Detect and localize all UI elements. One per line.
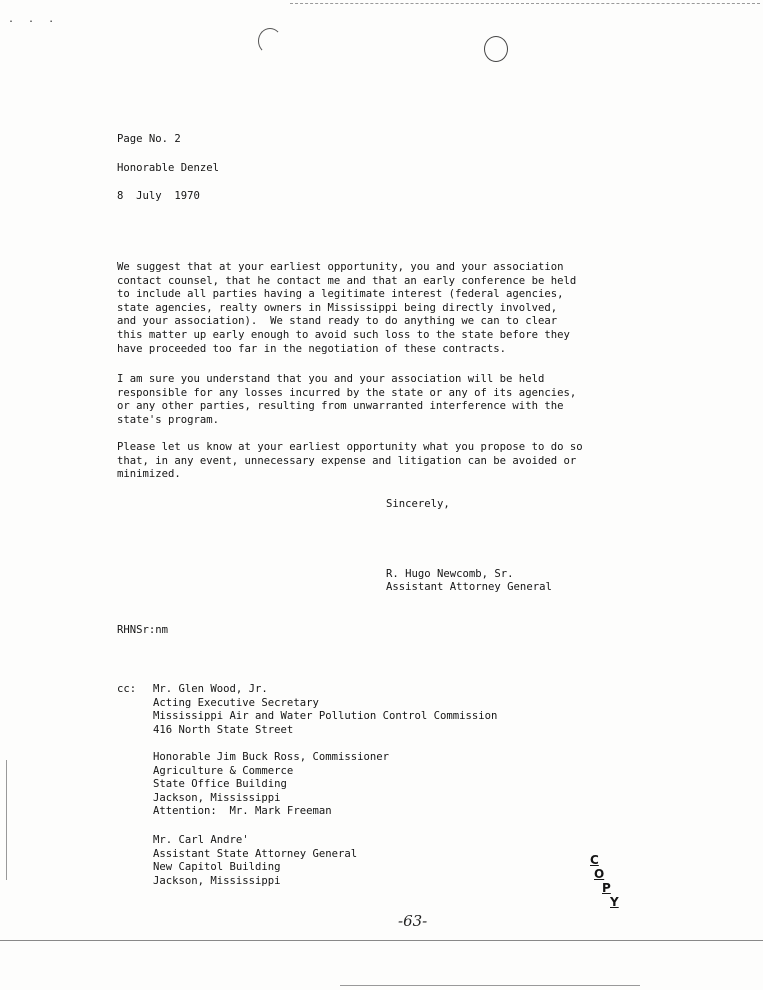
text-line: and your association). We stand ready to do anything we can to clear bbox=[117, 315, 558, 328]
copy-letter: Y bbox=[610, 895, 619, 909]
paragraph-1 bbox=[117, 261, 657, 356]
cc-recipient-1 bbox=[153, 683, 693, 737]
text-line: Jackson, Mississippi bbox=[153, 874, 281, 887]
footer-page-number: -63- bbox=[398, 912, 428, 930]
text-line: Mr. Glen Wood, Jr. bbox=[153, 683, 268, 695]
punch-hole-left bbox=[258, 28, 282, 54]
cc-label: cc: bbox=[117, 683, 137, 695]
text-line: New Capitol Building bbox=[153, 861, 281, 874]
bottom-scan-line-2 bbox=[340, 985, 640, 986]
text-line: state's program. bbox=[117, 413, 220, 426]
text-line: Acting Executive Secretary bbox=[153, 696, 319, 709]
left-scan-edge bbox=[6, 760, 7, 880]
text-line: minimized. bbox=[117, 468, 181, 481]
text-line: Honorable Jim Buck Ross, Commissioner bbox=[153, 751, 389, 763]
text-line: or any other parties, resulting from unwarranted interference with the bbox=[117, 400, 564, 413]
text-line: I am sure you understand that you and your association will be held bbox=[117, 373, 545, 385]
text-line: responsible for any losses incurred by the state or any of its agencies, bbox=[117, 386, 577, 399]
page-number-header: Page No. 2 bbox=[117, 133, 181, 145]
copy-letter: C bbox=[590, 853, 599, 867]
punch-hole-right bbox=[484, 36, 508, 62]
text-line: to include all parties having a legitimate interest (federal agencies, bbox=[117, 288, 564, 301]
text-line: this matter up early enough to avoid such loss to the state before they bbox=[117, 328, 570, 341]
text-line: contact counsel, that he contact me and that an early conference be held bbox=[117, 274, 577, 287]
top-dashed-edge bbox=[290, 3, 760, 4]
scan-specks: . . . bbox=[8, 14, 59, 25]
signer-name: R. Hugo Newcomb, Sr. bbox=[386, 568, 514, 580]
text-line: state agencies, realty owners in Mississippi being directly involved, bbox=[117, 301, 558, 314]
typist-initials: RHNSr:nm bbox=[117, 624, 169, 636]
text-line: Assistant State Attorney General bbox=[153, 847, 358, 860]
text-line: Please let us know at your earliest opportunity what you propose to do so bbox=[117, 441, 583, 453]
text-line: Mr. Carl Andre' bbox=[153, 834, 249, 846]
text-line: that, in any event, unnecessary expense and litigation can be avoided or bbox=[117, 454, 577, 467]
paragraph-3 bbox=[117, 441, 657, 482]
letter-date: 8 July 1970 bbox=[117, 190, 200, 202]
text-line: Mississippi Air and Water Pollution Control Commission bbox=[153, 710, 498, 723]
cc-recipient-3 bbox=[153, 834, 693, 888]
signer-title: Assistant Attorney General bbox=[386, 581, 552, 593]
text-line: 416 North State Street bbox=[153, 723, 294, 736]
text-line: Agriculture & Commerce bbox=[153, 764, 294, 777]
text-line: Attention: Mr. Mark Freeman bbox=[153, 805, 332, 818]
closing-salutation: Sincerely, bbox=[386, 498, 450, 510]
copy-letter: O bbox=[594, 867, 605, 881]
bottom-scan-line bbox=[0, 940, 763, 941]
text-line: Jackson, Mississippi bbox=[153, 791, 281, 804]
addressee: Honorable Denzel bbox=[117, 162, 220, 174]
copy-letter: P bbox=[602, 881, 611, 895]
text-line: have proceeded too far in the negotiation of these contracts. bbox=[117, 342, 507, 355]
paragraph-2 bbox=[117, 373, 657, 427]
cc-recipient-2 bbox=[153, 751, 693, 819]
text-line: State Office Building bbox=[153, 778, 287, 791]
text-line: We suggest that at your earliest opportunity, you and your association bbox=[117, 261, 564, 273]
